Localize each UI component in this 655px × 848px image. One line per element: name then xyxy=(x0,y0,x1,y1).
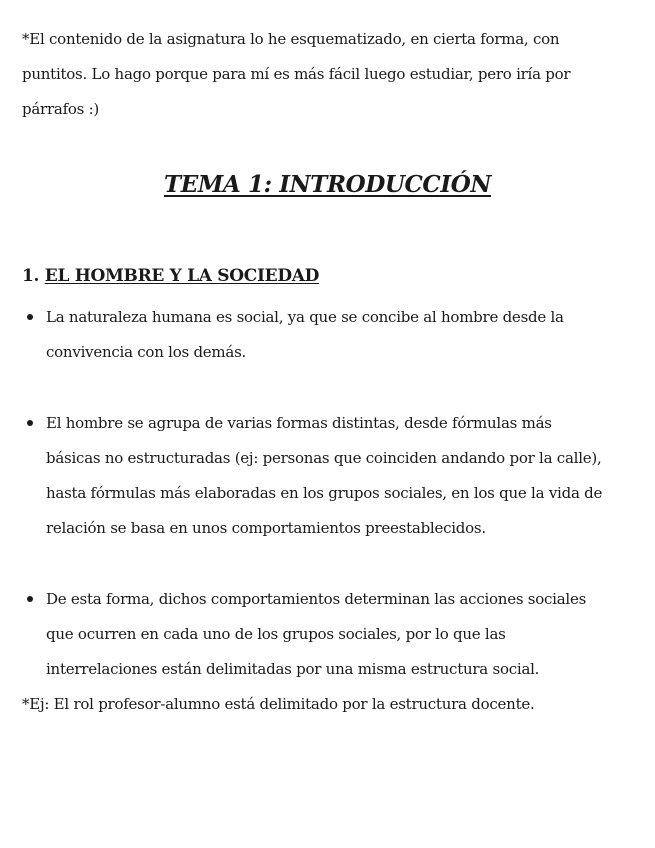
bullet-line: que ocurren en cada uno de los grupos sociales, por lo que las xyxy=(46,625,506,643)
bullet-line: interrelaciones están delimitadas por una misma estructura social. xyxy=(46,660,540,678)
intro-line: párrafos :) xyxy=(22,100,100,118)
bullet-line: La naturaleza humana es social, ya que se concibe al hombre desde la xyxy=(46,308,564,326)
bullet-line: básicas no estructuradas (ej: personas que coinciden andando por la calle), xyxy=(46,449,602,467)
bullet-dot xyxy=(27,314,33,320)
section-number: 1. xyxy=(22,266,40,286)
bullet-dot xyxy=(27,596,33,602)
section-heading xyxy=(22,266,319,286)
section-heading-text: EL HOMBRE Y LA SOCIEDAD xyxy=(44,266,320,286)
intro-line: *El contenido de la asignatura lo he esquematizado, en cierta forma, con xyxy=(22,30,560,48)
bullet-line: De esta forma, dichos comportamientos determinan las acciones sociales xyxy=(46,590,587,608)
bullet-line: relación se basa en unos comportamientos preestablecidos. xyxy=(46,519,486,537)
intro-line: puntitos. Lo hago porque para mí es más fácil luego estudiar, pero iría por xyxy=(22,65,571,83)
bullet-dot xyxy=(27,420,33,426)
bullet-line: hasta fórmulas más elaboradas en los grupos sociales, en los que la vida de xyxy=(46,484,603,502)
example-note: *Ej: El rol profesor-alumno está delimitado por la estructura docente. xyxy=(22,695,535,713)
document-title: TEMA 1: INTRODUCCIÓN xyxy=(164,171,491,198)
bullet-line: El hombre se agrupa de varias formas distintas, desde fórmulas más xyxy=(46,414,552,432)
bullet-line: convivencia con los demás. xyxy=(46,343,247,361)
